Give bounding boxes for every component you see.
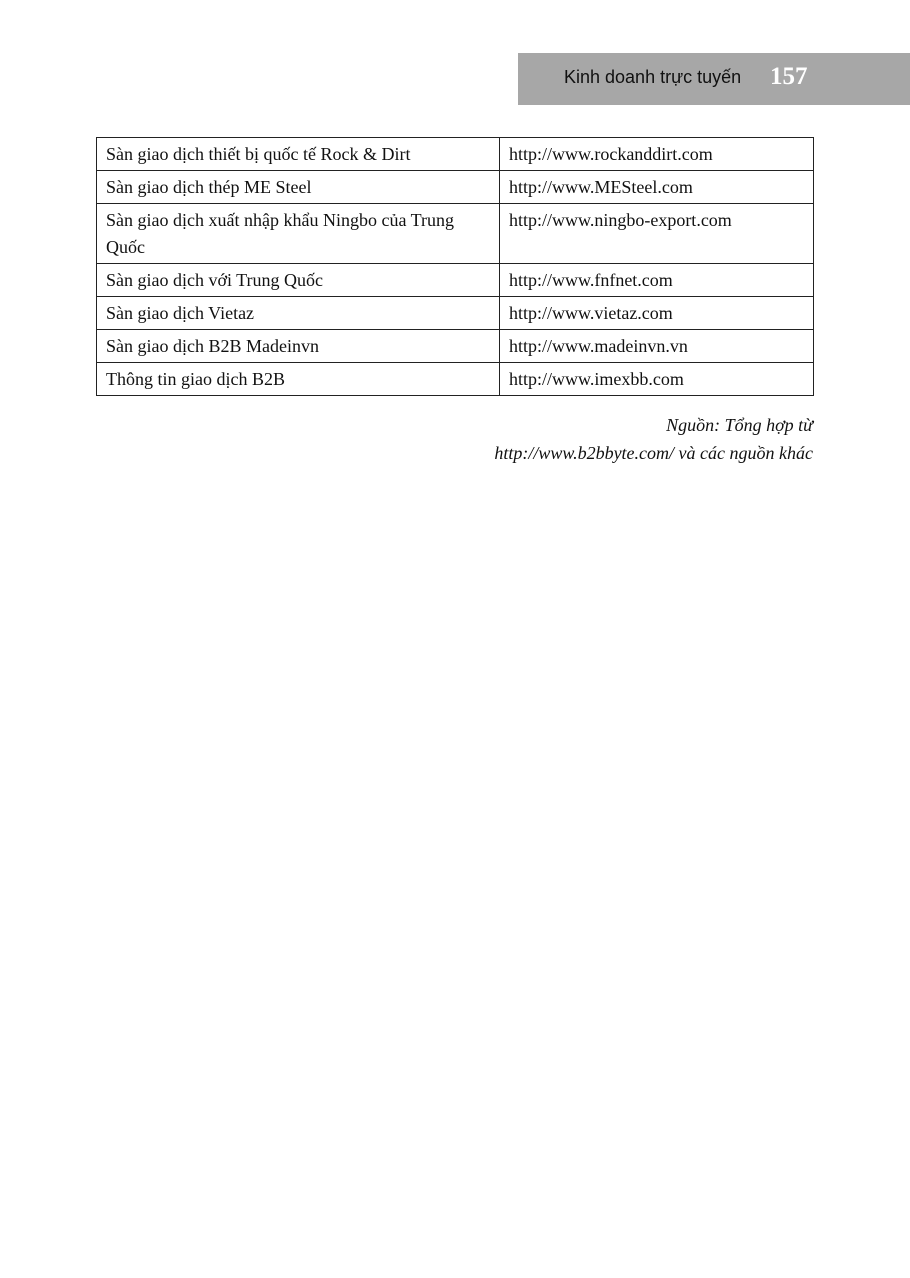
exchange-name-cell: Thông tin giao dịch B2B xyxy=(97,363,500,396)
running-header xyxy=(518,53,910,105)
exchange-url-cell: http://www.rockanddirt.com xyxy=(500,138,814,171)
table-row xyxy=(97,363,814,396)
exchange-name-cell: Sàn giao dịch thép ME Steel xyxy=(97,171,500,204)
exchange-name-cell: Sàn giao dịch xuất nhập khẩu Ningbo của Trung Quốc xyxy=(97,204,500,264)
source-note-line-1: Nguồn: Tổng hợp từ xyxy=(666,415,813,435)
exchange-name-cell: Sàn giao dịch thiết bị quốc tế Rock & Dirt xyxy=(97,138,500,171)
header-title: Kinh doanh trực tuyến xyxy=(564,67,742,87)
table-row xyxy=(97,330,814,363)
table-row xyxy=(97,297,814,330)
exchange-url-cell: http://www.MESteel.com xyxy=(500,171,814,204)
source-note xyxy=(494,411,813,467)
table-row xyxy=(97,171,814,204)
exchange-url-cell: http://www.imexbb.com xyxy=(500,363,814,396)
exchange-name-cell: Sàn giao dịch Vietaz xyxy=(97,297,500,330)
exchange-name-cell: Sàn giao dịch B2B Madeinvn xyxy=(97,330,500,363)
table-row xyxy=(97,264,814,297)
b2b-links-table xyxy=(96,137,814,396)
exchange-url-cell: http://www.vietaz.com xyxy=(500,297,814,330)
page-number: 157 xyxy=(770,63,808,90)
exchange-url-cell: http://www.fnfnet.com xyxy=(500,264,814,297)
exchange-url-cell: http://www.madeinvn.vn xyxy=(500,330,814,363)
table-row xyxy=(97,138,814,171)
table-row xyxy=(97,204,814,264)
source-note-line-2: http://www.b2bbyte.com/ và các nguồn khác xyxy=(494,443,813,463)
exchange-url-cell: http://www.ningbo-export.com xyxy=(500,204,814,264)
exchange-name-cell: Sàn giao dịch với Trung Quốc xyxy=(97,264,500,297)
